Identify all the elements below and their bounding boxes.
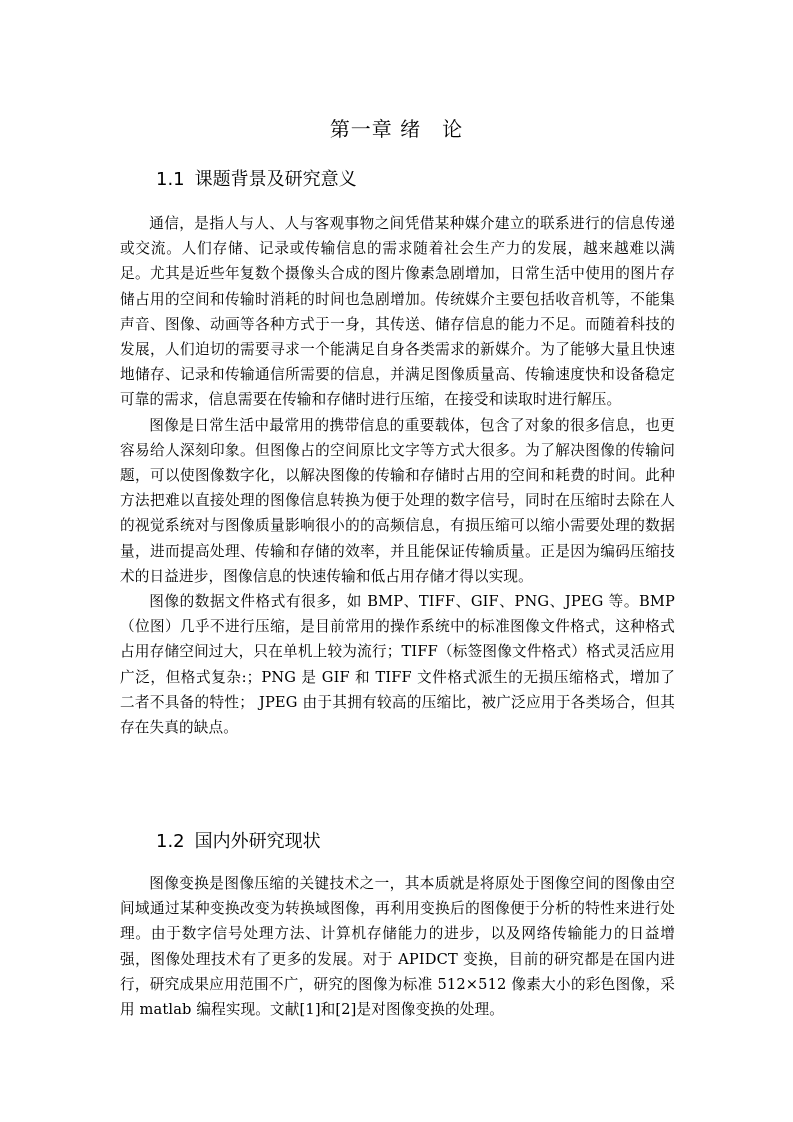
section-title: 课题背景及研究意义 (194, 169, 357, 190)
chapter-title: 第一章 绪 论 (329, 117, 464, 141)
section-heading (120, 168, 675, 192)
section-title: 国内外研究现状 (194, 831, 321, 852)
body-paragraph: 图像是日常生活中最常用的携带信息的重要载体，包含了对象的很多信息，也更容易给人深刻印象。但图像占的空间原比文字等方式大很多。为了解决图像的传输问题，可以使图像数字化，以解决图像的传输和存储时占用的空间和耗费的时间。此种方法把难以直接处理的图像信息转换为便于处理的数字信号，同时在压缩时去除在人的视觉系统对与图像质量影响很小的的高频信息，有损压缩可以缩小需要处理的数据量，进而提高处理、传输和存储的效率，并且能保证传输质量。正是因为编码压缩技术的日益进步，图像信息的快速传输和低占用存储才得以实现。 (120, 416, 675, 585)
body-paragraph: 图像的数据文件格式有很多，如 BMP、TIFF、GIF、PNG、JPEG 等。BMP（位图）几乎不进行压缩，是目前常用的操作系统中的标准图像文件格式，这种格式占用存储空间过大，只在单机上较为流行；TIFF（标签图像文件格式）格式灵活应用广泛，但格式复杂:；PNG 是 GIF 和 TIFF 文件格式派生的无损压缩格式，增加了二者不具备的特性； JPEG 由于其拥有较高的压缩比，被广泛应用于各类场合，但其存在失真的缺点。 (120, 593, 675, 737)
section-background (120, 168, 675, 740)
body-paragraph: 图像变换是图像压缩的关键技术之一，其本质就是将原处于图像空间的图像由空间域通过某种变换改变为转换域图像，再利用变换后的图像便于分析的特性来进行处理。由于数字信号处理方法、计算机存储能力的进步，以及网络传输能力的日益增强，图像处理技术有了更多的发展。对于 APIDCT 变换，目前的研究都是在国内进行，研究成果应用范围不广，研究的图像为标准 512×512 像素大小的彩色图像，采用 matlab 编程实现。文献[1]和[2]是对图像变换的处理。 (120, 875, 675, 1019)
section-research-status (120, 830, 675, 1022)
section-heading (120, 830, 675, 854)
section-number: 1.2 (156, 831, 185, 852)
body-paragraph: 通信，是指人与人、人与客观事物之间凭借某种媒介建立的联系进行的信息传递或交流。人们存储、记录或传输信息的需求随着社会生产力的发展，越来越难以满足。尤其是近些年复数个摄像头合成的图片像素急剧增加，日常生活中使用的图片存储占用的空间和传输时消耗的时间也急剧增加。传统媒介主要包括收音机等，不能集声音、图像、动画等各种方式于一身，其传送、储存信息的能力不足。而随着科技的发展，人们迫切的需要寻求一个能满足自身各类需求的新媒介。为了能够大量且快速地储存、记录和传输通信所需要的信息，并满足图像质量高、传输速度快和设备稳定可靠的需求，信息需要在传输和存储时进行压缩，在接受和读取时进行解压。 (120, 215, 675, 409)
section-number: 1.1 (156, 169, 185, 190)
